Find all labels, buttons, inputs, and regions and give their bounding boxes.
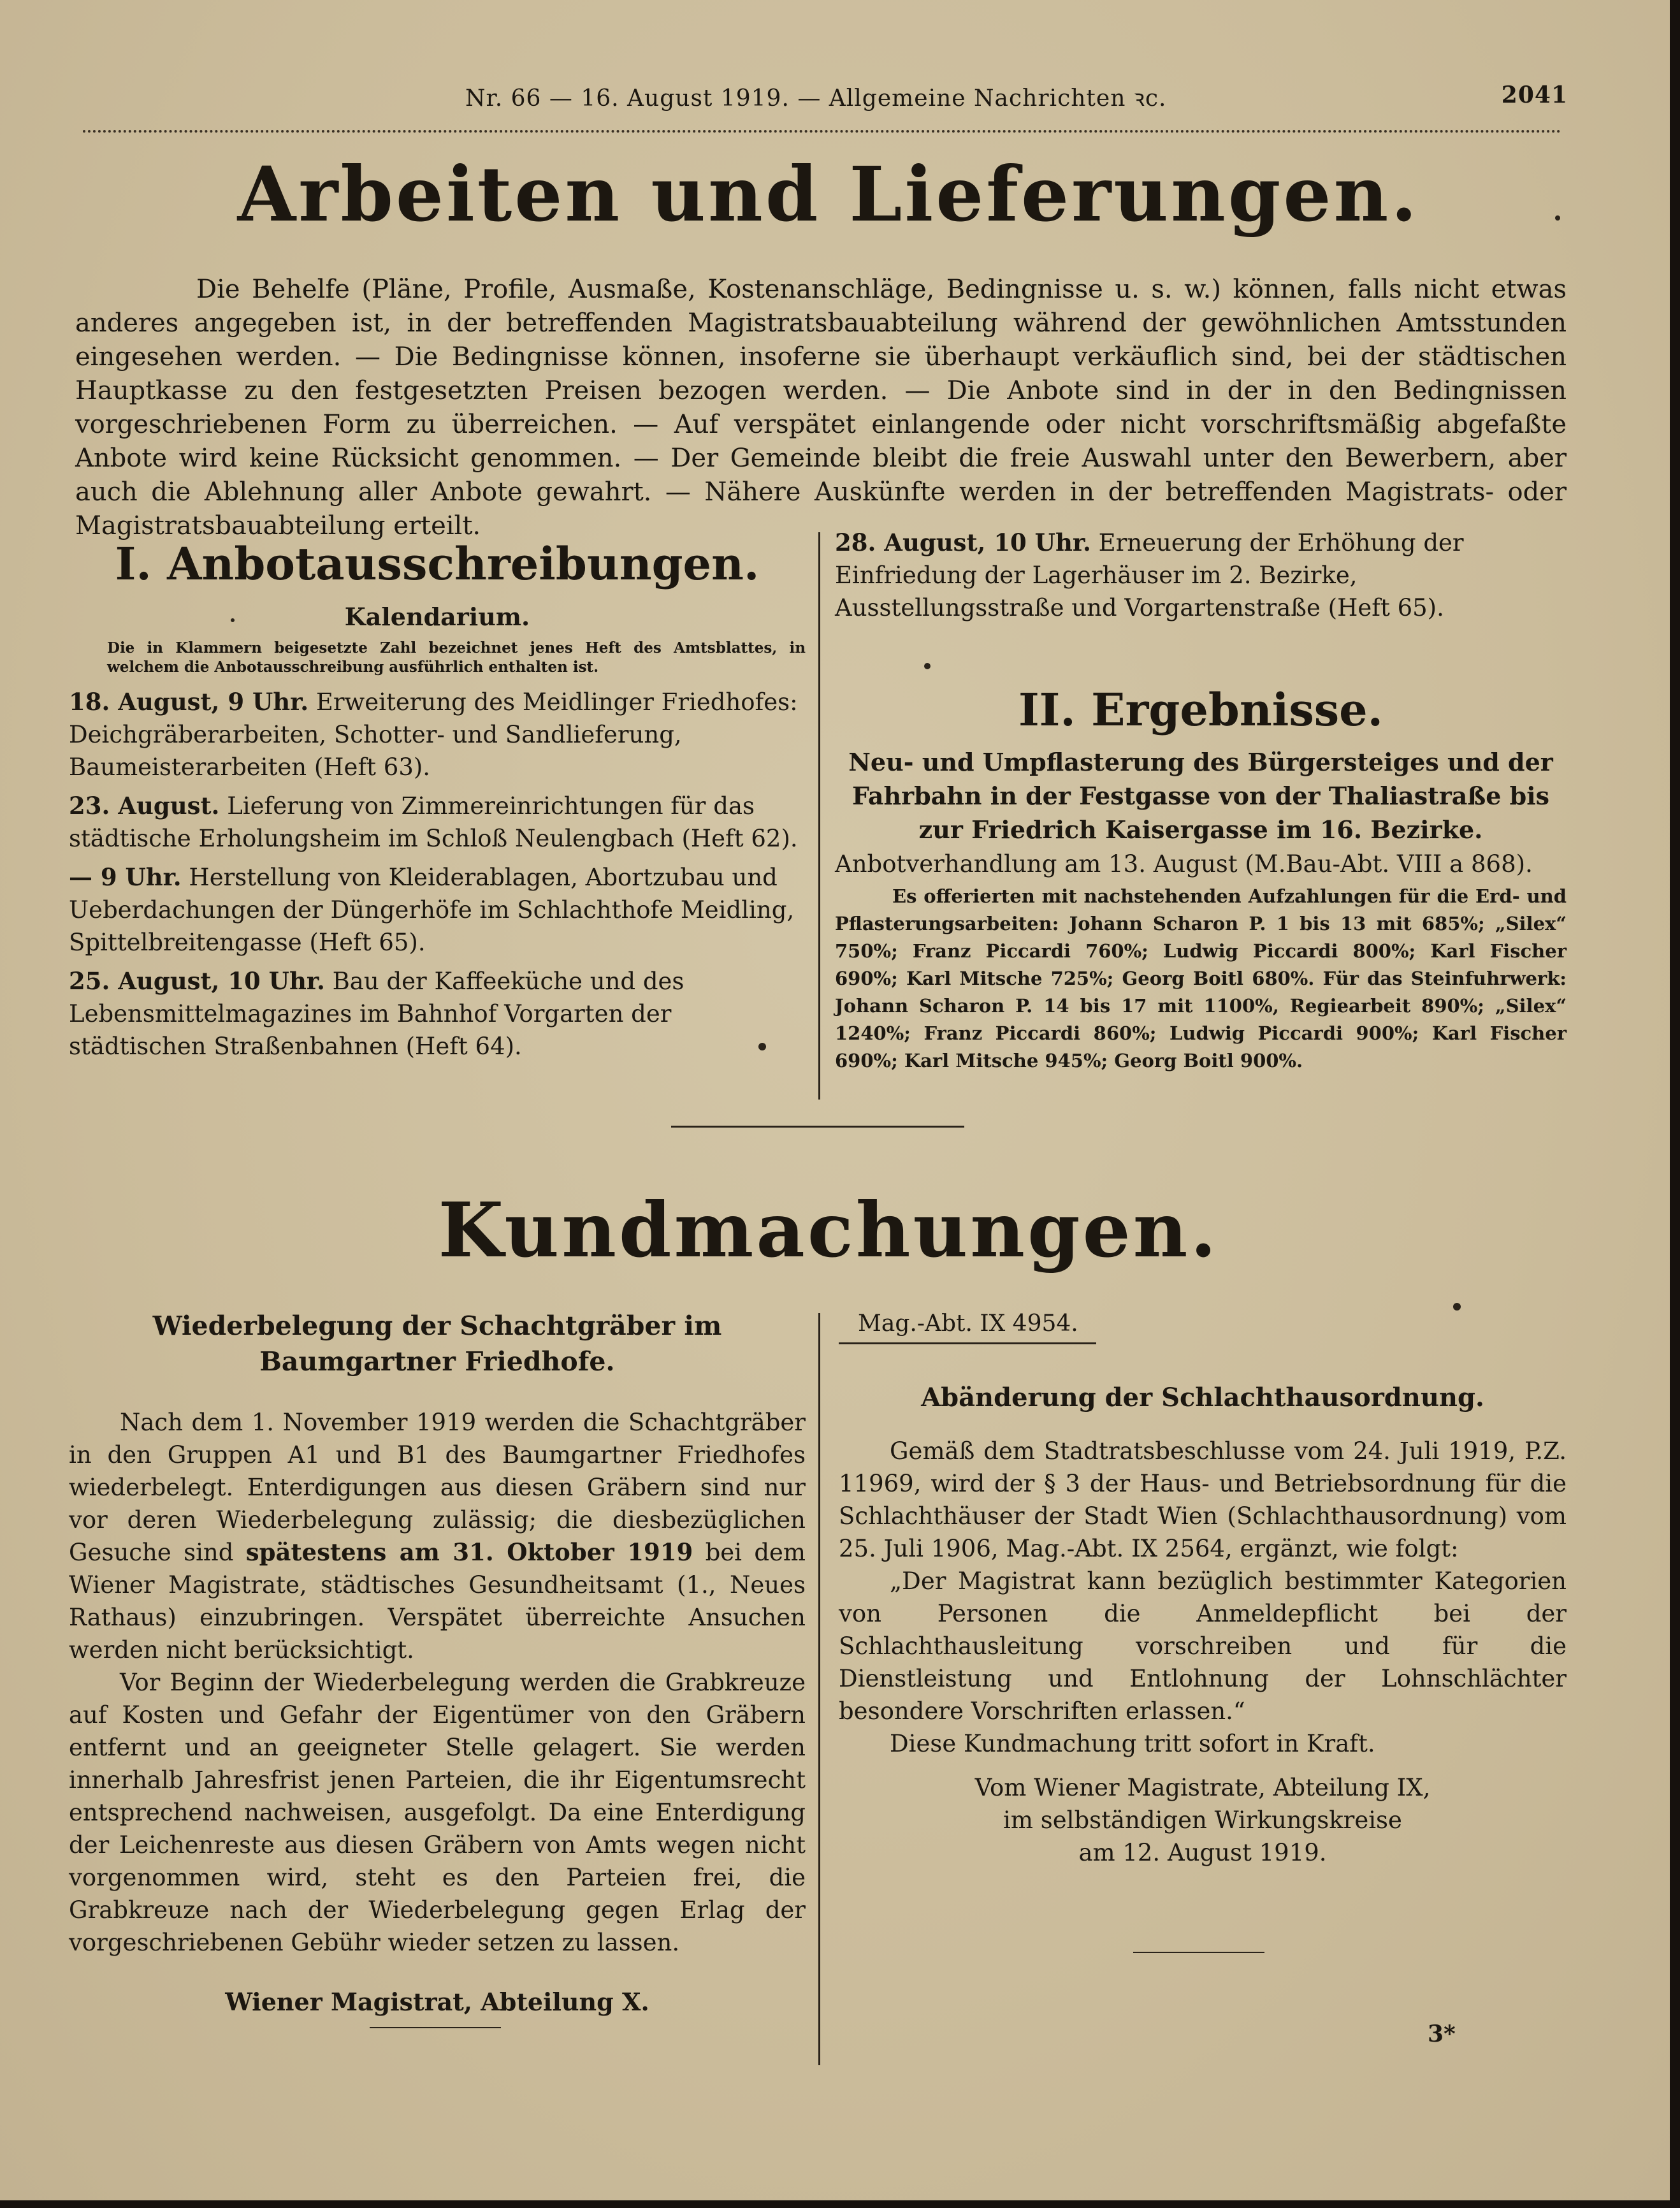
- verhandlung-line: Anbotverhandlung am 13. August (M.Bau-Abt. VIII a 868).: [835, 850, 1533, 878]
- signature-mark: 3*: [1428, 2021, 1456, 2047]
- entry-date: — 9 Uhr.: [69, 863, 182, 891]
- column-divider: [818, 532, 820, 1100]
- section-title-kundmachungen: Kundmachungen.: [438, 1186, 1219, 1274]
- intro-paragraph: [75, 273, 1567, 543]
- ergebnisse-column: [835, 527, 1567, 1075]
- deadline-text: spätestens am 31. Oktober 1919: [245, 1538, 693, 1566]
- issue-line: Nr. 66 — 16. August 1919. — Allgemeine Nachrichten ꝛc.: [465, 85, 1167, 112]
- entry-text: Bau der Kaffeeküche und des Lebensmittelmagazines im Bahnhof Vorgarten der städtischen Straßenbahnen (Heft 64).: [69, 968, 684, 1060]
- signature-line-3: am 12. August 1919.: [1078, 1839, 1327, 1866]
- calendar-entry: [69, 790, 806, 855]
- end-rule-right: [1133, 1952, 1264, 1953]
- wiederbelegung-column: [69, 1308, 806, 2020]
- speck: [924, 663, 931, 669]
- schlachthaus-paragraph-2: „Der Magistrat kann bezüglich bestimmter Kategorien von Personen die Anmeldepflicht bei der Schlachthausleitung vorschreiben und für die Dienstleistung und Entlohnung der Lohnschlächter besondere Vorschriften erlassen.“: [839, 1567, 1567, 1725]
- section-separator: [671, 1126, 964, 1128]
- schlachthaus-paragraph-3: Diese Kundmachung tritt sofort in Kraft.: [890, 1730, 1375, 1757]
- entry-text: Herstellung von Kleiderablagen, Abortzubau und Ueberdachungen der Düngerhöfe im Schlachthofe Meidling, Spittelbreitengasse (Heft 65).: [69, 864, 795, 956]
- column-divider: [818, 1313, 820, 2065]
- calendar-entry: [835, 527, 1567, 624]
- magistrat-x-signature: Wiener Magistrat, Abteilung X.: [225, 1987, 649, 2016]
- page-header: [76, 64, 1568, 112]
- header-rule: [83, 130, 1561, 136]
- entry-text: Erneuerung der Erhöhung der Einfriedung der Lagerhäuser im 2. Bezirke, Ausstellungsstraße und Vorgartenstraße (Heft 65).: [835, 529, 1464, 621]
- signature-line-2: im selbständigen Wirkungskreise: [1003, 1806, 1402, 1834]
- speck: [1555, 215, 1560, 221]
- wiederbelegung-heading: Wiederbelegung der Schachtgräber im Baumgartner Friedhofe.: [152, 1311, 722, 1377]
- page-number: 2041: [1501, 82, 1568, 108]
- end-rule-left: [370, 2027, 501, 2028]
- calendar-entry: [69, 686, 806, 783]
- paragraph-text: bei dem Wiener Magistrate, städtisches Gesundheitsamt (1., Neues Rathaus) einzubringen. Verspätet überreichte Ansuchen werden nicht berücksichtigt.: [69, 1539, 806, 1664]
- signature-line-1: Vom Wiener Magistrate, Abteilung IX,: [974, 1774, 1431, 1801]
- calendar-entry: [69, 965, 806, 1063]
- wiederbelegung-paragraph-2: Vor Beginn der Wiederbelegung werden die Grabkreuze auf Kosten und Gefahr der Eigentümer von den Gräbern entfernt und an geeigneter Stelle gelagert. Sie werden innerhalb Jahresfrist jenen Parteien, die ihr Eigentumsrecht entsprechend nachweisen, ausgefolgt. Da eine Enterdigung der Leichenreste aus diesen Gräbern von Amts wegen nicht vorgenommen wird, steht es den Parteien frei, die Grabkreuze nach der Wiederbelegung gegen Erlag der vorgeschriebenen Gebühr wieder setzen zu lassen.: [69, 1669, 806, 1956]
- ergebnisse-heading: II. Ergebnisse.: [1018, 683, 1384, 736]
- calendar-entry: [69, 861, 806, 959]
- speck: [231, 618, 235, 622]
- schlachthaus-paragraph-1: Gemäß dem Stadtratsbeschlusse vom 24. Juli 1919, P.Z. 11969, wird der § 3 der Haus- und Betriebsordnung für die Schlachthäuser der Stadt Wien (Schlachthausordnung) vom 25. Juli 1906, Mag.-Abt. IX 2564, ergänzt, wie folgt:: [839, 1437, 1567, 1562]
- speck: [758, 1043, 766, 1050]
- ergebnisse-subheading: Neu- und Umpflasterung des Bürgersteiges und der Fahrbahn in der Festgasse von der Thaliastraße bis zur Friedrich Kaisergasse im 16. Bezirke.: [848, 748, 1553, 844]
- magistrat-reference: Mag.-Abt. IX 4954.: [839, 1308, 1096, 1344]
- section-title-arbeiten: Arbeiten und Lieferungen.: [237, 150, 1420, 238]
- intro-text: Die Behelfe (Pläne, Profile, Ausmaße, Kostenanschläge, Bedingnisse u. s. w.) können, falls nicht etwas anderes angegeben ist, in der betreffenden Magistratsbauabteilung während der gewöhnlichen Amtsstunden eingesehen werden. — Die Bedingnisse können, insoferne sie überhaupt verkäuflich sind, bei der städtischen Hauptkasse zu den festgesetzten Preisen bezogen werden. — Die Anbote sind in der in den Bedingnissen vorgeschriebenen Form zu überreichen. — Auf verspätet einlangende oder nicht vorschriftsmäßig abgefaßte Anbote wird keine Rücksicht genommen. — Der Gemeinde bleibt die freie Auswahl unter den Bewerbern, aber auch die Ablehnung aller Anbote gewahrt. — Nähere Auskünfte werden in der betreffenden Magistrats- oder Magistratsbauabteilung erteilt.: [75, 275, 1567, 541]
- kalendarium-note: Die in Klammern beigesetzte Zahl bezeichnet jenes Heft des Amtsblattes, in welchem die Anbotausschreibung ausführlich enthalten ist.: [107, 639, 806, 676]
- anbot-heading: I. Anbotausschreibungen.: [115, 537, 760, 590]
- wiederbelegung-paragraph-1: [69, 1406, 806, 1666]
- speck: [1453, 1303, 1461, 1311]
- paragraph-text: Nach dem 1. November 1919 werden die Schachtgräber in den Gruppen A1 und B1 des Baumgartner Friedhofes wiederbelegt. Enterdigungen aus diesen Gräbern sind nur vor deren Wiederbelegung zulässig; die diesbezüglichen Gesuche sind: [69, 1409, 806, 1566]
- schlachthaus-heading: Abänderung der Schlachthausordnung.: [921, 1383, 1484, 1413]
- kalendarium-heading: Kalendarium.: [344, 602, 530, 631]
- schlachthaus-column: [839, 1308, 1567, 1869]
- entry-text: Lieferung von Zimmereinrichtungen für das städtische Erholungsheim im Schloß Neulengbach (Heft 62).: [69, 792, 798, 852]
- entry-date: 25. August, 10 Uhr.: [69, 967, 325, 995]
- offer-results: Es offerierten mit nachstehenden Aufzahlungen für die Erd- und Pflasterungsarbeiten: Johann Scharon P. 1 bis 13 mit 685%; „Silex“ 750%; Franz Piccardi 760%; Ludwig Piccardi 800%; Karl Fischer 690%; Karl Mitsche 725%; Georg Boitl 680%. Für das Steinfuhrwerk: Johann Scharon P. 14 bis 17 mit 1100%, Regiearbeit 890%; „Silex“ 1240%; Franz Piccardi 860%; Ludwig Piccardi 900%; Karl Fischer 690%; Karl Mitsche 945%; Georg Boitl 900%.: [835, 885, 1567, 1071]
- entry-date: 28. August, 10 Uhr.: [835, 528, 1091, 556]
- entry-date: 18. August, 9 Uhr.: [69, 688, 309, 716]
- entry-date: 23. August.: [69, 792, 220, 820]
- entry-text: Erweiterung des Meidlinger Friedhofes: Deichgräberarbeiten, Schotter- und Sandlieferung, Baumeisterarbeiten (Heft 63).: [69, 688, 798, 781]
- anbot-column: [69, 529, 806, 1063]
